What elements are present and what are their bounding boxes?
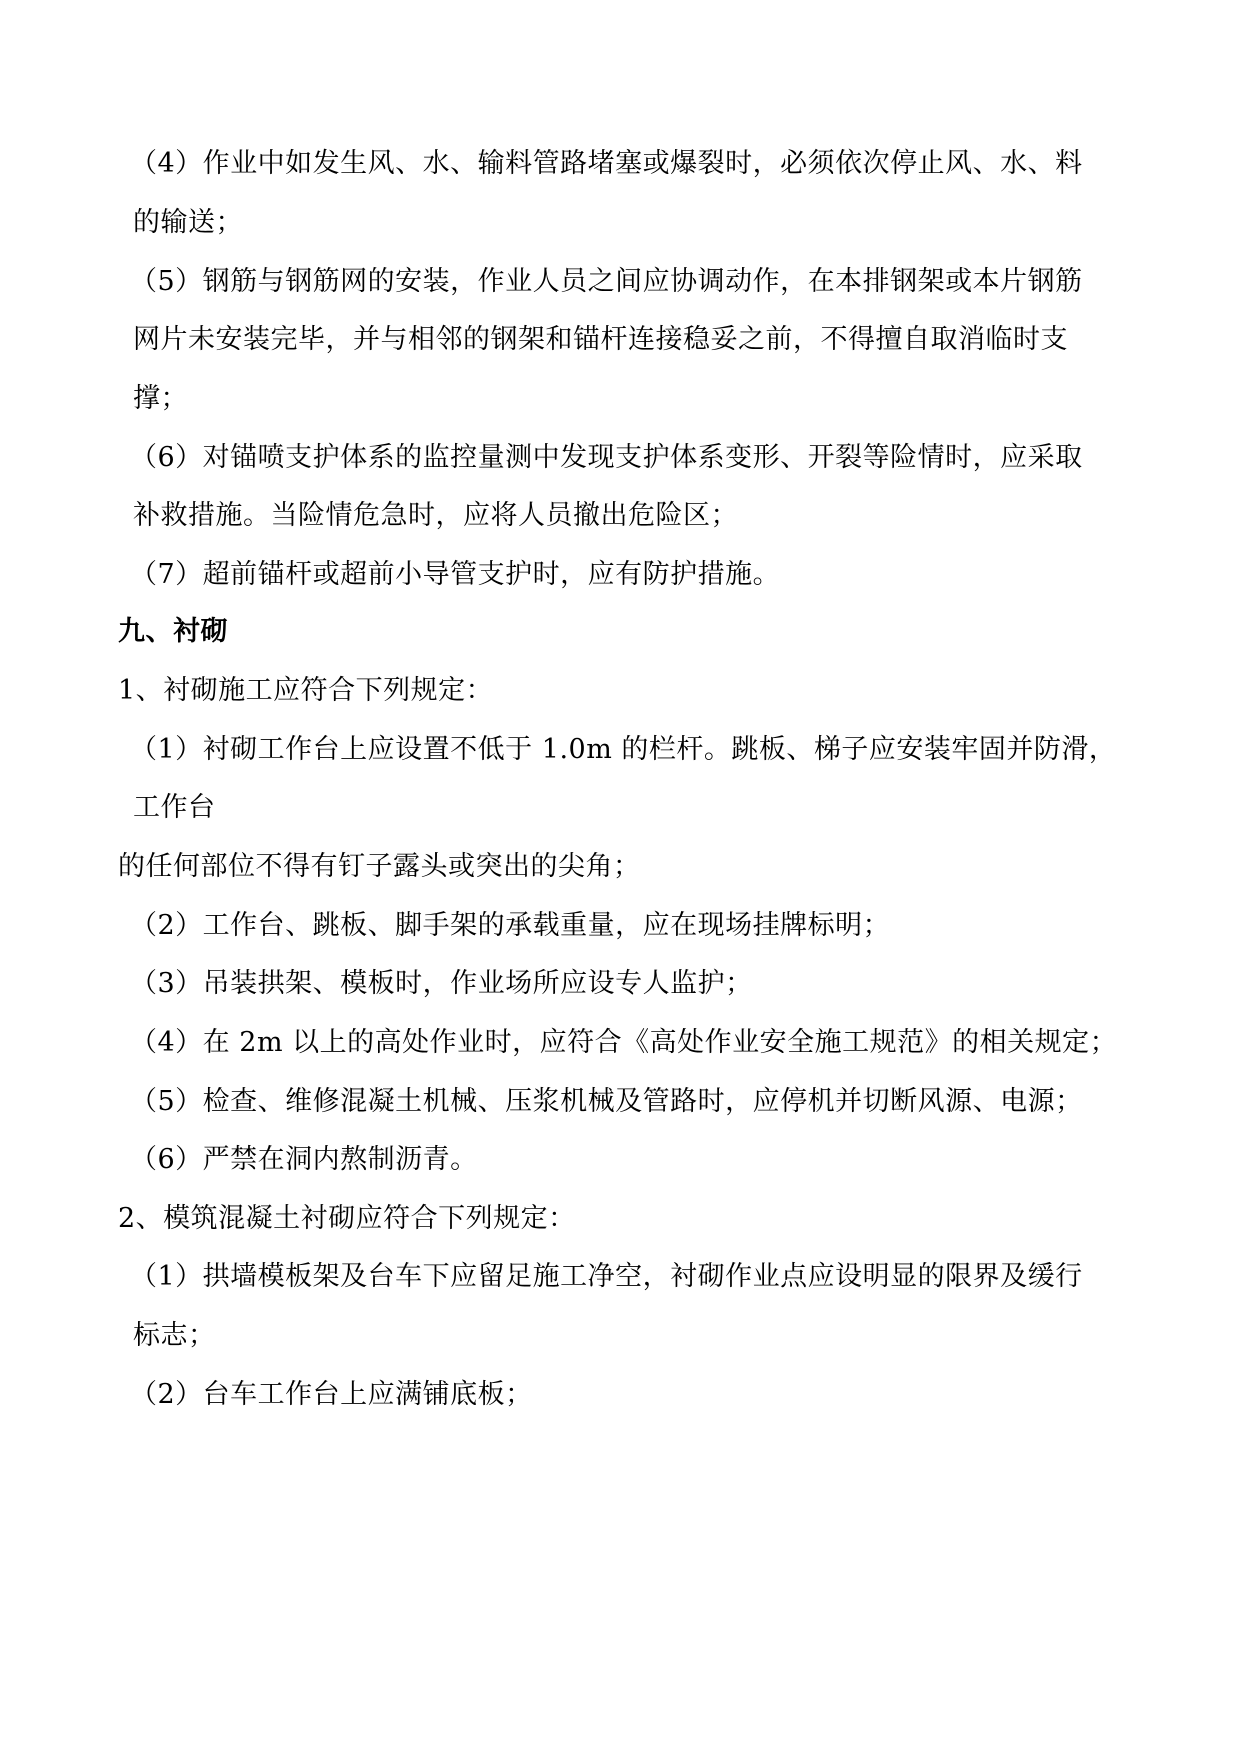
text-line-s1-item-6: （6）严禁在洞内熬制沥青。 — [130, 1144, 478, 1175]
text-line-s1-item-3: （3）吊装拱架、模板时，作业场所应设专人监护； — [130, 968, 753, 999]
text-line-s1-item-4: （4）在 2m 以上的高处作业时，应符合《高处作业安全施工规范》的相关规定； — [130, 1027, 1118, 1058]
text-line-s1-item-2: （2）工作台、跳板、脚手架的承载重量，应在现场挂牌标明； — [130, 910, 891, 941]
text-line-item-5-c: 撑； — [133, 383, 188, 414]
text-line-item-4-a: （4）作业中如发生风、水、输料管路堵塞或爆裂时，必须依次停止风、水、料 — [130, 148, 1083, 179]
text-line-s1-item-1-b: 工作台 — [133, 792, 216, 823]
text-line-s2-item-2: （2）台车工作台上应满铺底板； — [130, 1379, 533, 1410]
text-line-item-4-b: 的输送； — [133, 207, 243, 238]
text-line-s1-item-1-c: 的任何部位不得有钉子露头或突出的尖角； — [118, 851, 641, 882]
section-heading: 九、衬砌 — [118, 616, 228, 647]
text-line-s2-item-1-a: （1）拱墙模板架及台车下应留足施工净空，衬砌作业点应设明显的限界及缓行 — [130, 1261, 1083, 1292]
text-line-item-5-b: 网片未安装完毕，并与相邻的钢架和锚杆连接稳妥之前，不得擅自取消临时支 — [133, 324, 1068, 355]
text-line-s1-item-1-a: （1）衬砌工作台上应设置不低于 1.0m 的栏杆。跳板、梯子应安装牢固并防滑， — [130, 734, 1117, 765]
text-line-item-7: （7）超前锚杆或超前小导管支护时，应有防护措施。 — [130, 559, 781, 590]
text-line-item-5-a: （5）钢筋与钢筋网的安装，作业人员之间应协调动作，在本排钢架或本片钢筋 — [130, 266, 1083, 297]
text-line-s2-item-1-b: 标志； — [133, 1320, 216, 1351]
text-line-item-6-a: （6）对锚喷支护体系的监控量测中发现支护体系变形、开裂等险情时，应采取 — [130, 442, 1083, 473]
subsection-title-2: 2、模筑混凝土衬砌应符合下列规定： — [118, 1203, 576, 1234]
text-line-item-6-b: 补救措施。当险情危急时，应将人员撤出危险区； — [133, 500, 738, 531]
subsection-title-1: 1、衬砌施工应符合下列规定： — [118, 675, 494, 706]
text-line-s1-item-5: （5）检查、维修混凝土机械、压浆机械及管路时，应停机并切断风源、电源； — [130, 1086, 1083, 1117]
